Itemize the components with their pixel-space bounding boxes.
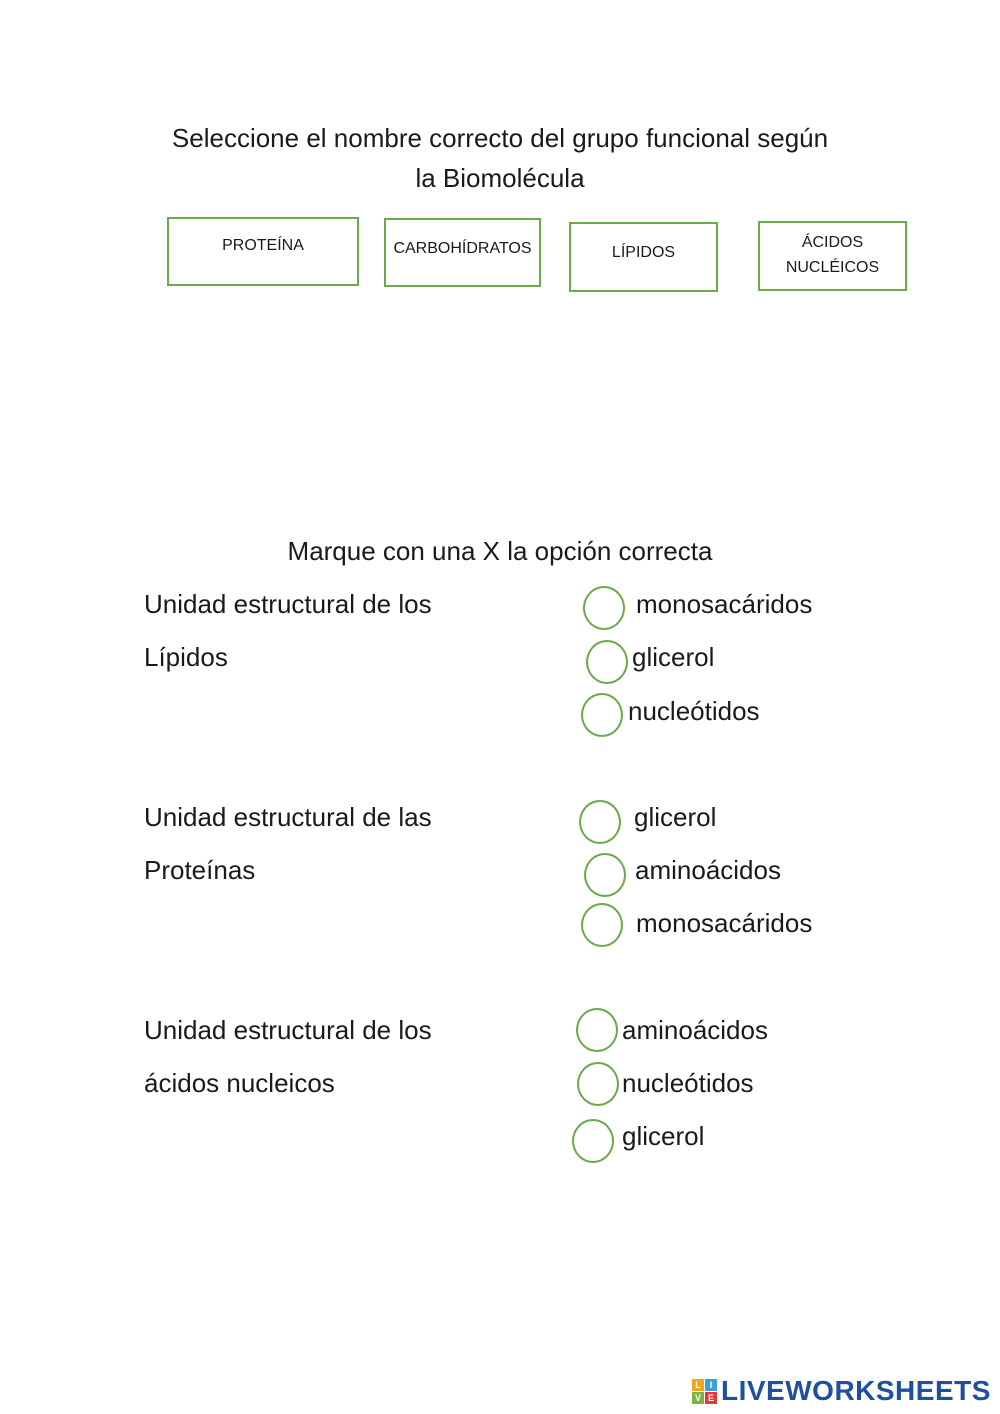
logo-text: LIVEWORKSHEETS xyxy=(721,1375,991,1406)
title-line-1: Seleccione el nombre correcto del grupo funcional según xyxy=(171,123,829,153)
answer-box-lipidos[interactable] xyxy=(569,222,718,292)
option-label: aminoácidos xyxy=(622,1015,768,1045)
radio-q1-option-2[interactable] xyxy=(586,640,628,684)
option-label: glicerol xyxy=(632,642,715,672)
worksheet-title xyxy=(100,118,900,198)
option-label: nucleótidos xyxy=(628,696,760,726)
option-label: glicerol xyxy=(622,1121,705,1151)
radio-q3-option-3[interactable] xyxy=(572,1119,614,1163)
radio-q3-option-2[interactable] xyxy=(577,1062,619,1106)
answer-box-acidos-nucleicos[interactable] xyxy=(758,221,907,291)
section-title: Marque con una X la opción correcta xyxy=(287,536,713,566)
question-3-line-1: Unidad estructural de los xyxy=(144,1015,432,1045)
question-1-line-2: Lípidos xyxy=(144,642,228,672)
question-2-line-2: Proteínas xyxy=(144,855,256,885)
radio-q2-option-1[interactable] xyxy=(579,800,621,844)
radio-q2-option-2[interactable] xyxy=(584,853,626,897)
answer-box-label: ÁCIDOS xyxy=(801,234,864,251)
radio-q1-option-1[interactable] xyxy=(583,586,625,630)
option-label: monosacáridos xyxy=(636,908,813,938)
radio-q1-option-3[interactable] xyxy=(581,693,623,737)
logo-letter: I xyxy=(705,1379,717,1391)
radio-q2-option-3[interactable] xyxy=(581,903,623,947)
answer-box-label: PROTEÍNA xyxy=(222,237,304,254)
radio-q3-option-1[interactable] xyxy=(576,1008,618,1052)
answer-box-proteina[interactable] xyxy=(167,217,359,286)
logo-mark-icon xyxy=(692,1379,717,1404)
logo-letter: L xyxy=(692,1379,704,1391)
logo-letter: E xyxy=(705,1392,717,1404)
question-2-line-1: Unidad estructural de las xyxy=(144,802,432,832)
option-label: nucleótidos xyxy=(622,1068,754,1098)
question-1-line-1: Unidad estructural de los xyxy=(144,589,432,619)
option-label: glicerol xyxy=(634,802,717,832)
answer-box-label: CARBOHÍDRATOS xyxy=(393,240,532,257)
question-3-line-2: ácidos nucleicos xyxy=(144,1068,335,1098)
option-label: aminoácidos xyxy=(635,855,781,885)
answer-box-label-2: NUCLÉICOS xyxy=(785,259,880,276)
answer-box-carbohidratos[interactable] xyxy=(384,218,541,287)
option-label: monosacáridos xyxy=(636,589,813,619)
answer-box-label: LÍPIDOS xyxy=(611,244,676,261)
title-line-2: la Biomolécula xyxy=(415,163,585,193)
logo-letter: V xyxy=(692,1392,704,1404)
liveworksheets-logo xyxy=(692,1374,991,1408)
